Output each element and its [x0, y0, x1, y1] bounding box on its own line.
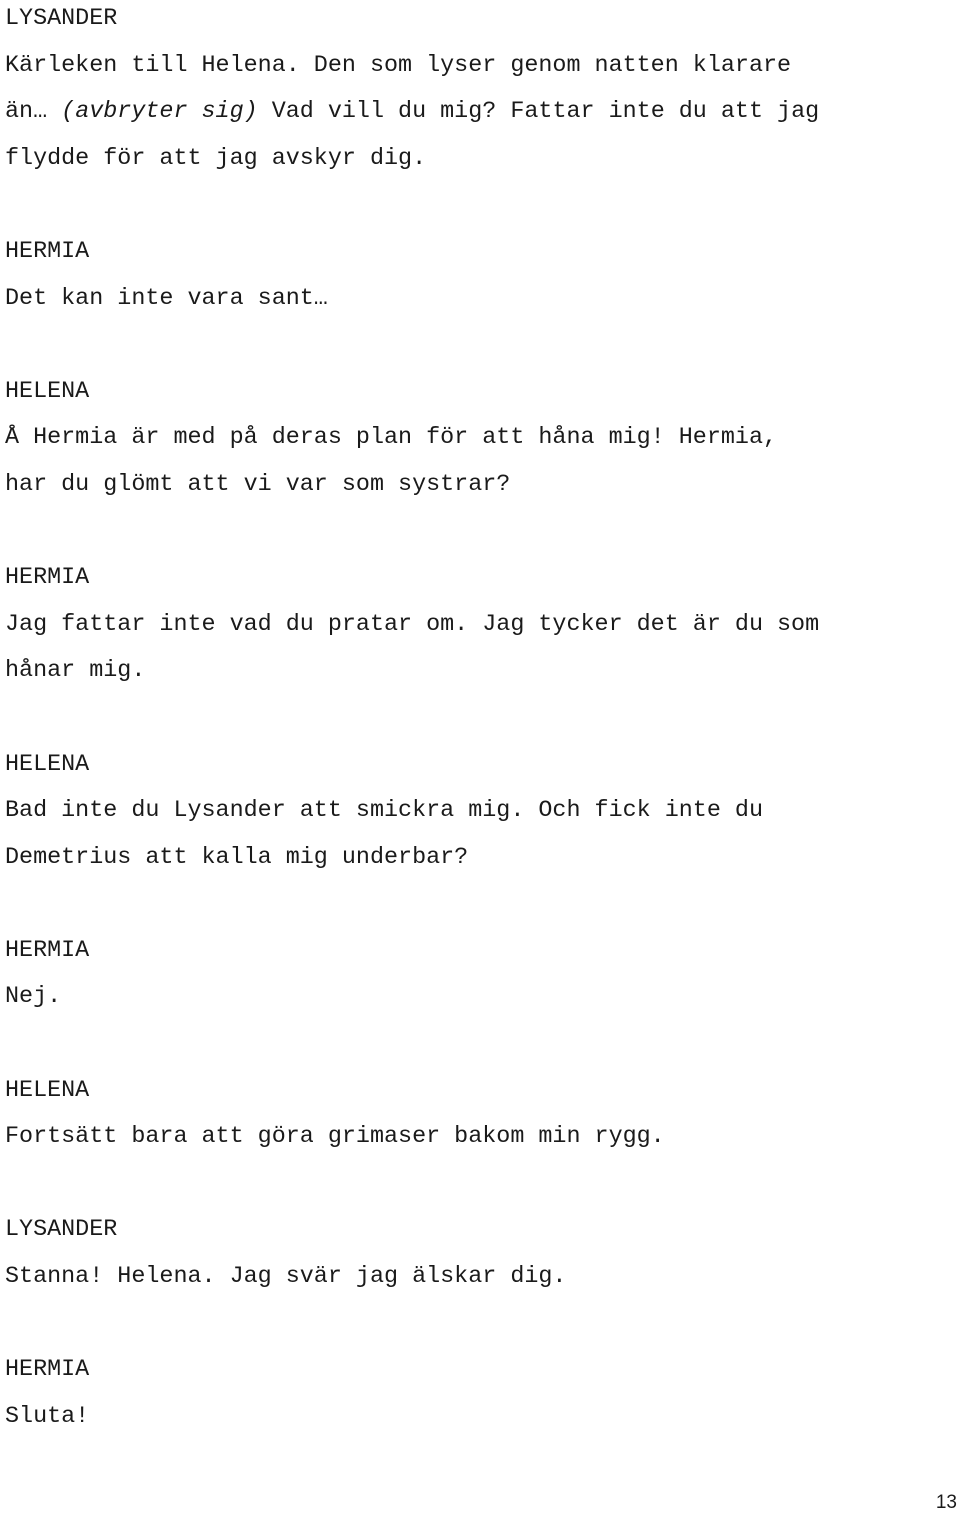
dialogue-block-lysander — [5, 1207, 957, 1300]
dialogue-line: Bad inte du Lysander att smickra mig. Och fick inte du — [5, 798, 763, 825]
speaker-name: HERMIA — [5, 565, 90, 592]
dialogue-text: Vad vill du mig? Fattar inte du att jag — [257, 99, 820, 126]
speaker-name: HELENA — [5, 378, 90, 405]
speaker-name: HELENA — [5, 1077, 90, 1104]
dialogue-line: Det kan inte vara sant… — [5, 285, 328, 312]
speaker-name: HERMIA — [5, 937, 90, 964]
dialogue-block-hermia — [5, 1347, 957, 1440]
script-page — [5, 0, 957, 1487]
dialogue-block-helena — [5, 1068, 957, 1161]
dialogue-line: Å Hermia är med på deras plan för att håna mig! Hermia, — [5, 425, 778, 452]
dialogue-line: flydde för att jag avskyr dig. — [5, 145, 427, 172]
dialogue-text: än… — [5, 99, 62, 126]
dialogue-line: Sluta! — [5, 1403, 90, 1430]
dialogue-line: Kärleken till Helena. Den som lyser genom natten klarare — [5, 52, 792, 79]
speaker-name: LYSANDER — [5, 1217, 118, 1244]
speaker-name: HELENA — [5, 751, 90, 778]
speaker-name: LYSANDER — [5, 6, 118, 32]
dialogue-line: Stanna! Helena. Jag svär jag älskar dig. — [5, 1264, 567, 1291]
dialogue-block-hermia — [5, 229, 957, 322]
dialogue-block-helena — [5, 369, 957, 509]
dialogue-line: hånar mig. — [5, 658, 146, 685]
dialogue-block-helena — [5, 742, 957, 882]
dialogue-block-hermia — [5, 555, 957, 695]
page-number: 13 — [935, 1492, 957, 1513]
dialogue-block-hermia — [5, 928, 957, 1021]
dialogue-line: Fortsätt bara att göra grimaser bakom min rygg. — [5, 1124, 665, 1151]
dialogue-line — [5, 89, 957, 136]
dialogue-line: Jag fattar inte vad du pratar om. Jag tycker det är du som — [5, 611, 820, 638]
speaker-name: HERMIA — [5, 1357, 90, 1384]
dialogue-line: Demetrius att kalla mig underbar? — [5, 844, 469, 871]
dialogue-line: har du glömt att vi var som systrar? — [5, 471, 511, 498]
dialogue-block-lysander — [5, 0, 957, 182]
dialogue-line: Nej. — [5, 984, 62, 1011]
speaker-name: HERMIA — [5, 238, 90, 265]
stage-direction: (avbryter sig) — [61, 99, 258, 126]
